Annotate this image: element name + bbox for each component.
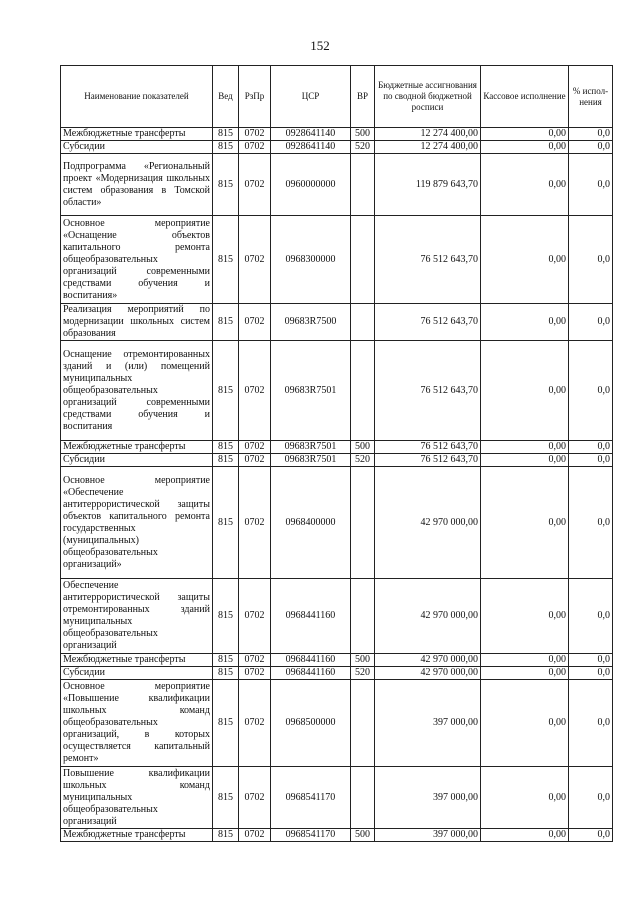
- cell-ved: 815: [213, 304, 239, 341]
- table-row: [61, 154, 613, 216]
- cell-ved: 815: [213, 454, 239, 467]
- cell-csr: 0968300000: [271, 216, 351, 304]
- cell-rzpr: 0702: [239, 767, 271, 829]
- table-row: [61, 441, 613, 454]
- cell-ved: 815: [213, 767, 239, 829]
- cell-csr: 0968500000: [271, 680, 351, 767]
- cell-name: Субсидии: [61, 141, 213, 154]
- cell-pct: 0,0: [569, 454, 613, 467]
- cell-pct: 0,0: [569, 216, 613, 304]
- cell-rzpr: 0702: [239, 467, 271, 579]
- cell-name: Подпрограмма «Региональный проект «Модернизация школьных систем образования в Томской области»: [61, 154, 213, 216]
- cell-rzpr: 0702: [239, 654, 271, 667]
- cell-cash: 0,00: [481, 667, 569, 680]
- cell-name: Межбюджетные трансферты: [61, 128, 213, 141]
- cell-rzpr: 0702: [239, 304, 271, 341]
- cell-name: Межбюджетные трансферты: [61, 654, 213, 667]
- cell-name: Межбюджетные трансферты: [61, 441, 213, 454]
- cell-ved: 815: [213, 441, 239, 454]
- cell-cash: 0,00: [481, 454, 569, 467]
- cell-name: Оснащение отремонтированных зданий и (или) помещений муниципальных общеобразовательных организаций современными средствами обучения и воспитания: [61, 341, 213, 441]
- cell-rzpr: 0702: [239, 454, 271, 467]
- cell-name: Основное мероприятие «Повышение квалификации школьных команд общеобразовательных организаций, в которых осуществляется капитальный ремонт»: [61, 680, 213, 767]
- cell-budget: 42 970 000,00: [375, 467, 481, 579]
- cell-vr: [351, 341, 375, 441]
- cell-pct: 0,0: [569, 654, 613, 667]
- table-row: [61, 216, 613, 304]
- cell-budget: 119 879 643,70: [375, 154, 481, 216]
- cell-vr: 520: [351, 667, 375, 680]
- cell-cash: 0,00: [481, 767, 569, 829]
- cell-cash: 0,00: [481, 680, 569, 767]
- cell-rzpr: 0702: [239, 128, 271, 141]
- cell-rzpr: 0702: [239, 579, 271, 654]
- cell-cash: 0,00: [481, 467, 569, 579]
- cell-cash: 0,00: [481, 654, 569, 667]
- cell-vr: 520: [351, 141, 375, 154]
- cell-cash: 0,00: [481, 304, 569, 341]
- cell-pct: 0,0: [569, 667, 613, 680]
- cell-vr: [351, 767, 375, 829]
- cell-cash: 0,00: [481, 441, 569, 454]
- table-row: [61, 454, 613, 467]
- cell-rzpr: 0702: [239, 829, 271, 842]
- cell-ved: 815: [213, 579, 239, 654]
- cell-rzpr: 0702: [239, 680, 271, 767]
- cell-pct: 0,0: [569, 141, 613, 154]
- cell-budget: 397 000,00: [375, 680, 481, 767]
- cell-pct: 0,0: [569, 829, 613, 842]
- cell-pct: 0,0: [569, 341, 613, 441]
- cell-ved: 815: [213, 829, 239, 842]
- header-name: Наименование показателей: [61, 66, 213, 128]
- cell-csr: 0968441160: [271, 579, 351, 654]
- budget-execution-table: [60, 65, 613, 842]
- cell-csr: 0928641140: [271, 141, 351, 154]
- cell-csr: 09683R7501: [271, 441, 351, 454]
- table-row: [61, 467, 613, 579]
- cell-budget: 12 274 400,00: [375, 141, 481, 154]
- cell-vr: 500: [351, 128, 375, 141]
- cell-csr: 09683R7500: [271, 304, 351, 341]
- cell-csr: 0968441160: [271, 654, 351, 667]
- cell-ved: 815: [213, 341, 239, 441]
- cell-vr: [351, 467, 375, 579]
- cell-pct: 0,0: [569, 154, 613, 216]
- cell-budget: 12 274 400,00: [375, 128, 481, 141]
- table-row: [61, 579, 613, 654]
- header-vr: ВР: [351, 66, 375, 128]
- cell-pct: 0,0: [569, 579, 613, 654]
- cell-budget: 76 512 643,70: [375, 454, 481, 467]
- cell-cash: 0,00: [481, 829, 569, 842]
- header-pct: % испол-нения: [569, 66, 613, 128]
- header-rzpr: РзПр: [239, 66, 271, 128]
- cell-pct: 0,0: [569, 767, 613, 829]
- header-budget: Бюджетные ассигнования по сводной бюджетной росписи: [375, 66, 481, 128]
- cell-budget: 76 512 643,70: [375, 341, 481, 441]
- table-row: [61, 654, 613, 667]
- cell-vr: 500: [351, 654, 375, 667]
- cell-csr: 0968541170: [271, 829, 351, 842]
- cell-cash: 0,00: [481, 341, 569, 441]
- cell-pct: 0,0: [569, 441, 613, 454]
- cell-cash: 0,00: [481, 128, 569, 141]
- header-csr: ЦСР: [271, 66, 351, 128]
- cell-vr: 520: [351, 454, 375, 467]
- cell-cash: 0,00: [481, 154, 569, 216]
- cell-ved: 815: [213, 154, 239, 216]
- cell-csr: 0928641140: [271, 128, 351, 141]
- table-row: [61, 829, 613, 842]
- cell-pct: 0,0: [569, 304, 613, 341]
- cell-rzpr: 0702: [239, 154, 271, 216]
- table-row: [61, 141, 613, 154]
- cell-vr: [351, 680, 375, 767]
- cell-name: Субсидии: [61, 667, 213, 680]
- cell-name: Повышение квалификации школьных команд муниципальных общеобразовательных организаций: [61, 767, 213, 829]
- cell-csr: 0968441160: [271, 667, 351, 680]
- cell-name: Субсидии: [61, 454, 213, 467]
- cell-name: Межбюджетные трансферты: [61, 829, 213, 842]
- cell-vr: 500: [351, 441, 375, 454]
- cell-pct: 0,0: [569, 680, 613, 767]
- cell-budget: 76 512 643,70: [375, 304, 481, 341]
- cell-vr: 500: [351, 829, 375, 842]
- header-ved: Вед: [213, 66, 239, 128]
- page-number: 152: [310, 38, 330, 53]
- cell-budget: 397 000,00: [375, 767, 481, 829]
- cell-ved: 815: [213, 654, 239, 667]
- cell-vr: [351, 579, 375, 654]
- cell-ved: 815: [213, 141, 239, 154]
- cell-name: Основное мероприятие «Обеспечение антитеррористической защиты объектов капитального ремонта государственных (муниципальных) общеобразовательных организаций»: [61, 467, 213, 579]
- table-header-row: [61, 66, 613, 128]
- cell-rzpr: 0702: [239, 216, 271, 304]
- cell-budget: 397 000,00: [375, 829, 481, 842]
- cell-cash: 0,00: [481, 216, 569, 304]
- cell-rzpr: 0702: [239, 441, 271, 454]
- cell-csr: 09683R7501: [271, 454, 351, 467]
- table-row: [61, 341, 613, 441]
- cell-ved: 815: [213, 128, 239, 141]
- cell-name: Реализация мероприятий по модернизации школьных систем образования: [61, 304, 213, 341]
- table-row: [61, 128, 613, 141]
- cell-vr: [351, 216, 375, 304]
- cell-csr: 09683R7501: [271, 341, 351, 441]
- cell-name: Обеспечение антитеррористической защиты отремонтированных зданий муниципальных общеобразовательных организаций: [61, 579, 213, 654]
- cell-budget: 42 970 000,00: [375, 579, 481, 654]
- cell-budget: 76 512 643,70: [375, 216, 481, 304]
- cell-budget: 42 970 000,00: [375, 667, 481, 680]
- cell-vr: [351, 154, 375, 216]
- cell-ved: 815: [213, 467, 239, 579]
- cell-budget: 42 970 000,00: [375, 654, 481, 667]
- table-row: [61, 667, 613, 680]
- cell-pct: 0,0: [569, 128, 613, 141]
- table-row: [61, 680, 613, 767]
- cell-csr: 0968400000: [271, 467, 351, 579]
- cell-budget: 76 512 643,70: [375, 441, 481, 454]
- cell-cash: 0,00: [481, 579, 569, 654]
- cell-rzpr: 0702: [239, 341, 271, 441]
- table-row: [61, 767, 613, 829]
- cell-csr: 0960000000: [271, 154, 351, 216]
- cell-ved: 815: [213, 216, 239, 304]
- cell-pct: 0,0: [569, 467, 613, 579]
- cell-name: Основное мероприятие «Оснащение объектов капитального ремонта общеобразовательных организаций современными средствами обучения и воспитания»: [61, 216, 213, 304]
- table-row: [61, 304, 613, 341]
- cell-cash: 0,00: [481, 141, 569, 154]
- cell-ved: 815: [213, 680, 239, 767]
- header-cash: Кассовое исполнение: [481, 66, 569, 128]
- cell-vr: [351, 304, 375, 341]
- cell-csr: 0968541170: [271, 767, 351, 829]
- cell-rzpr: 0702: [239, 141, 271, 154]
- cell-rzpr: 0702: [239, 667, 271, 680]
- cell-ved: 815: [213, 667, 239, 680]
